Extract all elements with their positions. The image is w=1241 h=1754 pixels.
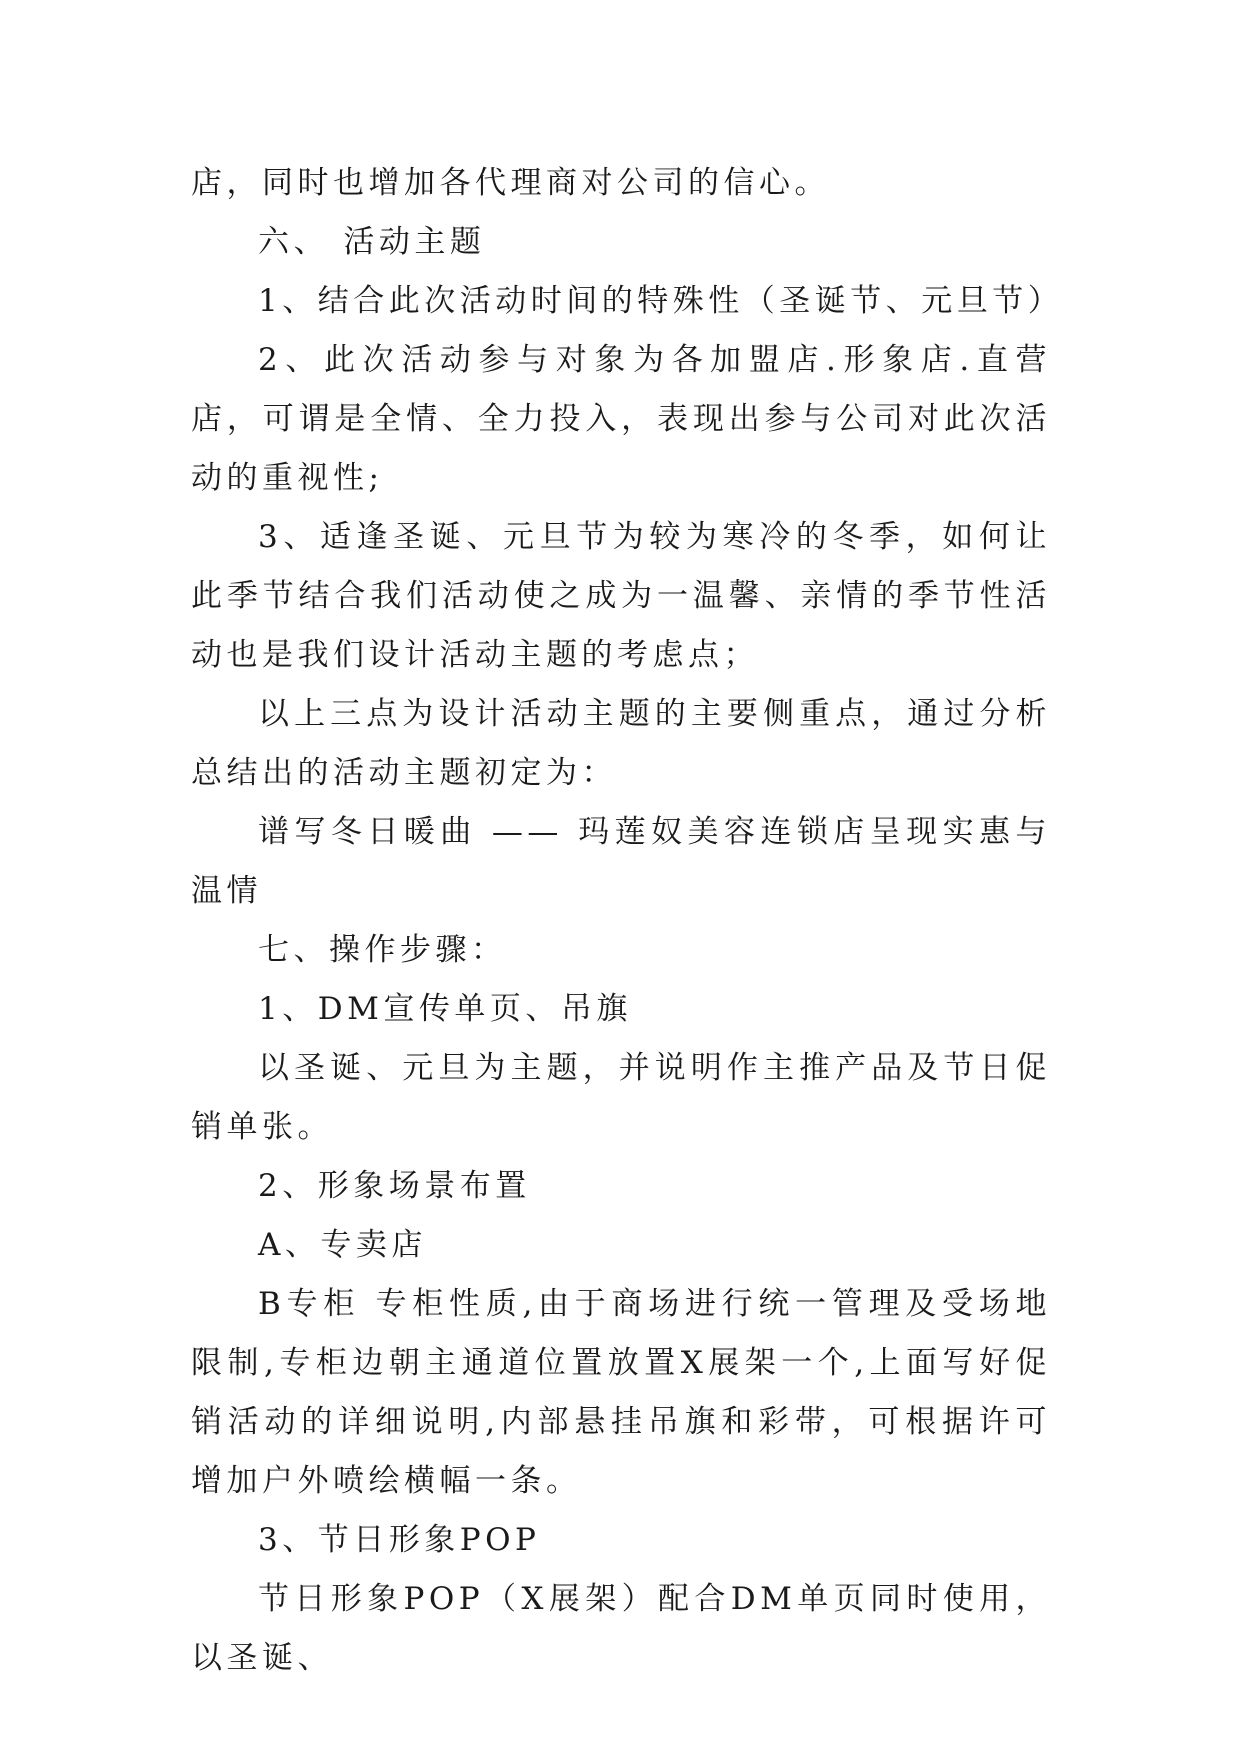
- list-item-1: 1、结合此次活动时间的特殊性（圣诞节、元旦节）: [258, 283, 1064, 319]
- paragraph-continuation: 店，同时也增加各代理商对公司的信心。: [191, 165, 830, 201]
- step-1-body: 以圣诞、元旦为主题，并说明作主推产品及节日促销单张。: [191, 1050, 1051, 1145]
- step-2-a: A、专卖店: [258, 1227, 427, 1263]
- section-heading-activity-theme: 六、 活动主题: [258, 224, 486, 260]
- step-2-b: B专柜 专柜性质,由于商场进行统一管理及受场地限制,专柜边朝主通道位置放置X展架一个,上面写好促销活动的详细说明,内部悬挂吊旗和彩带，可根据许可增加户外喷绘横幅一条。: [191, 1286, 1051, 1499]
- list-item-2: 2、此次活动参与对象为各加盟店.形象店.直营店，可谓是全情、全力投入，表现出参与公司对此次活动的重视性;: [191, 342, 1051, 496]
- list-item-3: 3、适逢圣诞、元旦节为较为寒冷的冬季，如何让此季节结合我们活动使之成为一温馨、亲情的季节性活动也是我们设计活动主题的考虑点；: [191, 519, 1051, 673]
- activity-theme-title: 谱写冬日暖曲 —— 玛莲奴美容连锁店呈现实惠与温情: [191, 814, 1051, 909]
- section-heading-steps: 七、操作步骤：: [258, 932, 507, 968]
- body-text: [191, 154, 1064, 1688]
- step-3-body: 节日形象POP（X展架）配合DM单页同时使用，以圣诞、: [191, 1581, 1051, 1676]
- paragraph-summary: 以上三点为设计活动主题的主要侧重点，通过分析总结出的活动主题初定为：: [191, 696, 1051, 791]
- step-3-heading: 3、节日形象POP: [258, 1522, 541, 1558]
- step-2-heading: 2、形象场景布置: [258, 1168, 531, 1204]
- step-1-heading: 1、DM宣传单页、吊旗: [258, 991, 632, 1027]
